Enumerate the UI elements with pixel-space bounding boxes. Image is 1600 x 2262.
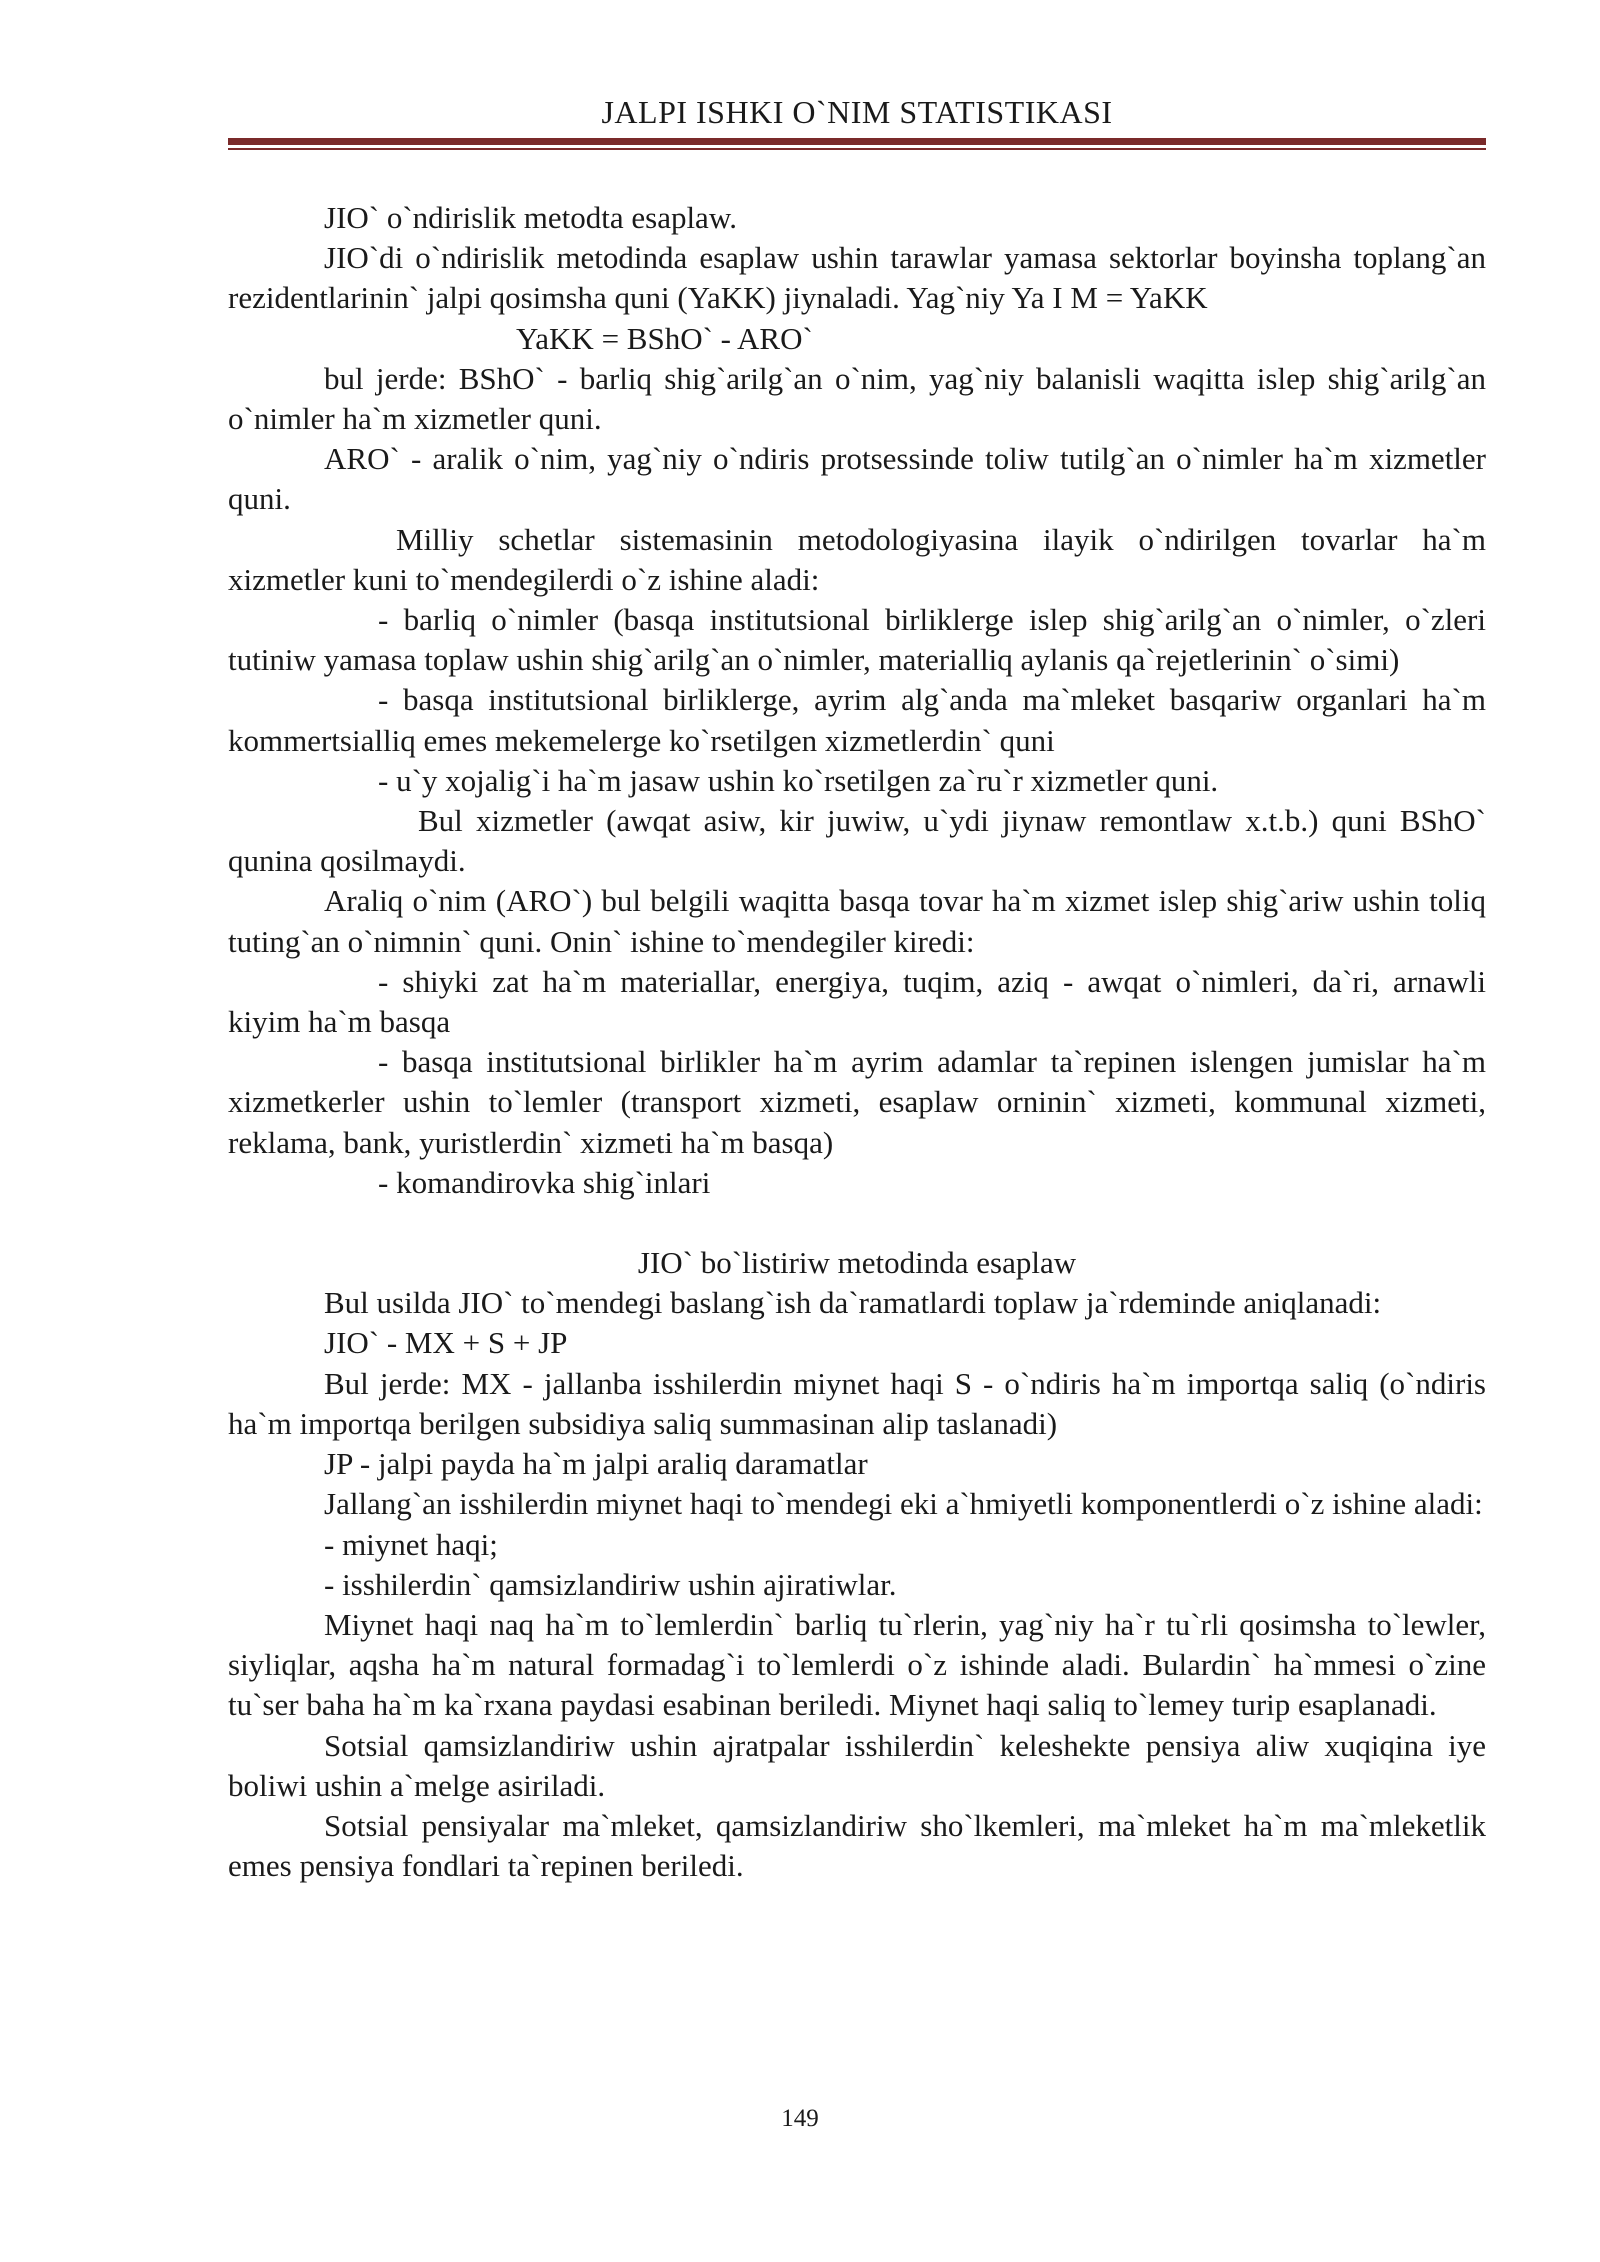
header-rule-thin [228, 148, 1486, 150]
section-heading-distribution-method: JIO` bo`listiriw metodinda esaplaw [637, 1245, 1077, 1281]
formula-jio: JIO` - MX + S + JP [324, 1325, 568, 1361]
paragraph: Sotsial pensiyalar ma`mleket, qamsizlandiriw sho`lkemleri, ma`mleket ha`m ma`mleketlik emes pensiya fondlari ta`repinen beriledi. [228, 1807, 1486, 1884]
paragraph: Miynet haqi naq ha`m to`lemlerdin` barliq tu`rlerin, yag`niy ha`r tu`rli qosimsha to`lewler, siyliqlar, aqsha ha`m natural formadag`i to`lemlerdi o`z ishinde aladi. Bulardin` ha`mmesi o`zine tu`ser baha ha`m ka`rxana paydasi esabinan beriledi. Miynet haqi saliq to`lemey turip esaplanadi. [228, 1606, 1486, 1723]
list-item: - basqa institutsional birlikler ha`m ayrim adamlar ta`repinen islengen jumislar ha`m xizmetkerler ushin to`lemler (transport xizmeti, esaplaw orninin` xizmeti, kommunal xizmeti, reklama, bank, yuristlerdin` xizmeti ha`m basqa) [228, 1044, 1486, 1160]
header-rule-thick [228, 138, 1486, 145]
list-item: - barliq o`nimler (basqa institutsional birliklerge islep shig`arilg`an o`nimler, o`zleri tutiniw yamasa toplaw ushin shig`arilg`an o`nimler, materialliq aylanis qa`rejetlerinin` o`simi) [228, 602, 1486, 678]
section-title-production-method: JIO` o`ndirislik metodta esaplaw. [324, 200, 737, 235]
page-number: 149 [781, 2105, 819, 2132]
list-item: - miynet haqi; [324, 1526, 498, 1562]
paragraph: bul jerde: BShO` - barliq shig`arilg`an o`nim, yag`niy balanisli waqitta islep shig`arilg`an o`nimler ha`m xizmetler quni. [228, 360, 1486, 437]
formula-yakk: YaKK = BShO` - ARO` [516, 320, 813, 356]
paragraph: Bul usilda JIO` to`mendegi baslang`ish da`ramatlardi toplaw ja`rdeminde aniqlanadi: [324, 1285, 1382, 1321]
list-item: - shiyki zat ha`m materiallar, energiya, tuqim, aziq - awqat o`nimleri, da`ri, arnawli kiyim ha`m basqa [228, 963, 1486, 1040]
list-item: - komandirovka shig`inlari [378, 1164, 711, 1200]
paragraph: Jallang`an isshilerdin miynet haqi to`mendegi eki a`hmiyetli komponentlerdi o`z ishine aladi: [324, 1486, 1483, 1522]
list-item: - isshilerdin` qamsizlandiriw ushin ajiratiwlar. [324, 1566, 897, 1602]
paragraph: Bul jerde: MX - jallanba isshilerdin miynet haqi S - o`ndiris ha`m importqa saliq (o`ndiris ha`m importqa berilgen subsidiya saliq summasinan alip taslanadi) [228, 1365, 1486, 1441]
page-header: JALPI ISHKI O`NIM STATISTIKASI [601, 94, 1113, 130]
paragraph: Sotsial qamsizlandiriw ushin ajratpalar isshilerdin` keleshekte pensiya aliw xuqiqina iye boliwi ushin a`melge asiriladi. [228, 1727, 1486, 1803]
list-item: - basqa institutsional birliklerge, ayrim alg`anda ma`mleket basqariw organlari ha`m kommertsialliq emes mekemelerge ko`rsetilgen xizmetlerdin` quni [228, 682, 1486, 758]
paragraph: JP - jalpi payda ha`m jalpi araliq daramatlar [324, 1446, 868, 1482]
page-body [228, 198, 1486, 1886]
list-item: - u`y xojalig`i ha`m jasaw ushin ko`rsetilgen za`ru`r xizmetler quni. [378, 762, 1219, 798]
paragraph: ARO` - aralik o`nim, yag`niy o`ndiris protsessinde toliw tutilg`an o`nimler ha`m xizmetler quni. [228, 441, 1486, 517]
paragraph: JIO`di o`ndirislik metodinda esaplaw ushin tarawlar yamasa sektorlar boyinsha toplang`an rezidentlarinin` jalpi qosimsha quni (YaKK) jiynaladi. Yag`niy Ya I M = YaKK [228, 240, 1486, 316]
section-spacer [228, 1203, 1486, 1243]
paragraph: Bul xizmetler (awqat asiw, kir juwiw, u`ydi jiynaw remontlaw x.t.b.) quni BShO` qunina qosilmaydi. [228, 803, 1486, 879]
paragraph: Milliy schetlar sistemasinin metodologiyasina ilayik o`ndirilgen tovarlar ha`m xizmetler kuni to`mendegilerdi o`z ishine aladi: [228, 521, 1486, 597]
paragraph: Araliq o`nim (ARO`) bul belgili waqitta basqa tovar ha`m xizmet islep shig`ariw ushin toliq tuting`an o`nimnin` quni. Onin` ishine to`mendegiler kiredi: [228, 883, 1486, 959]
